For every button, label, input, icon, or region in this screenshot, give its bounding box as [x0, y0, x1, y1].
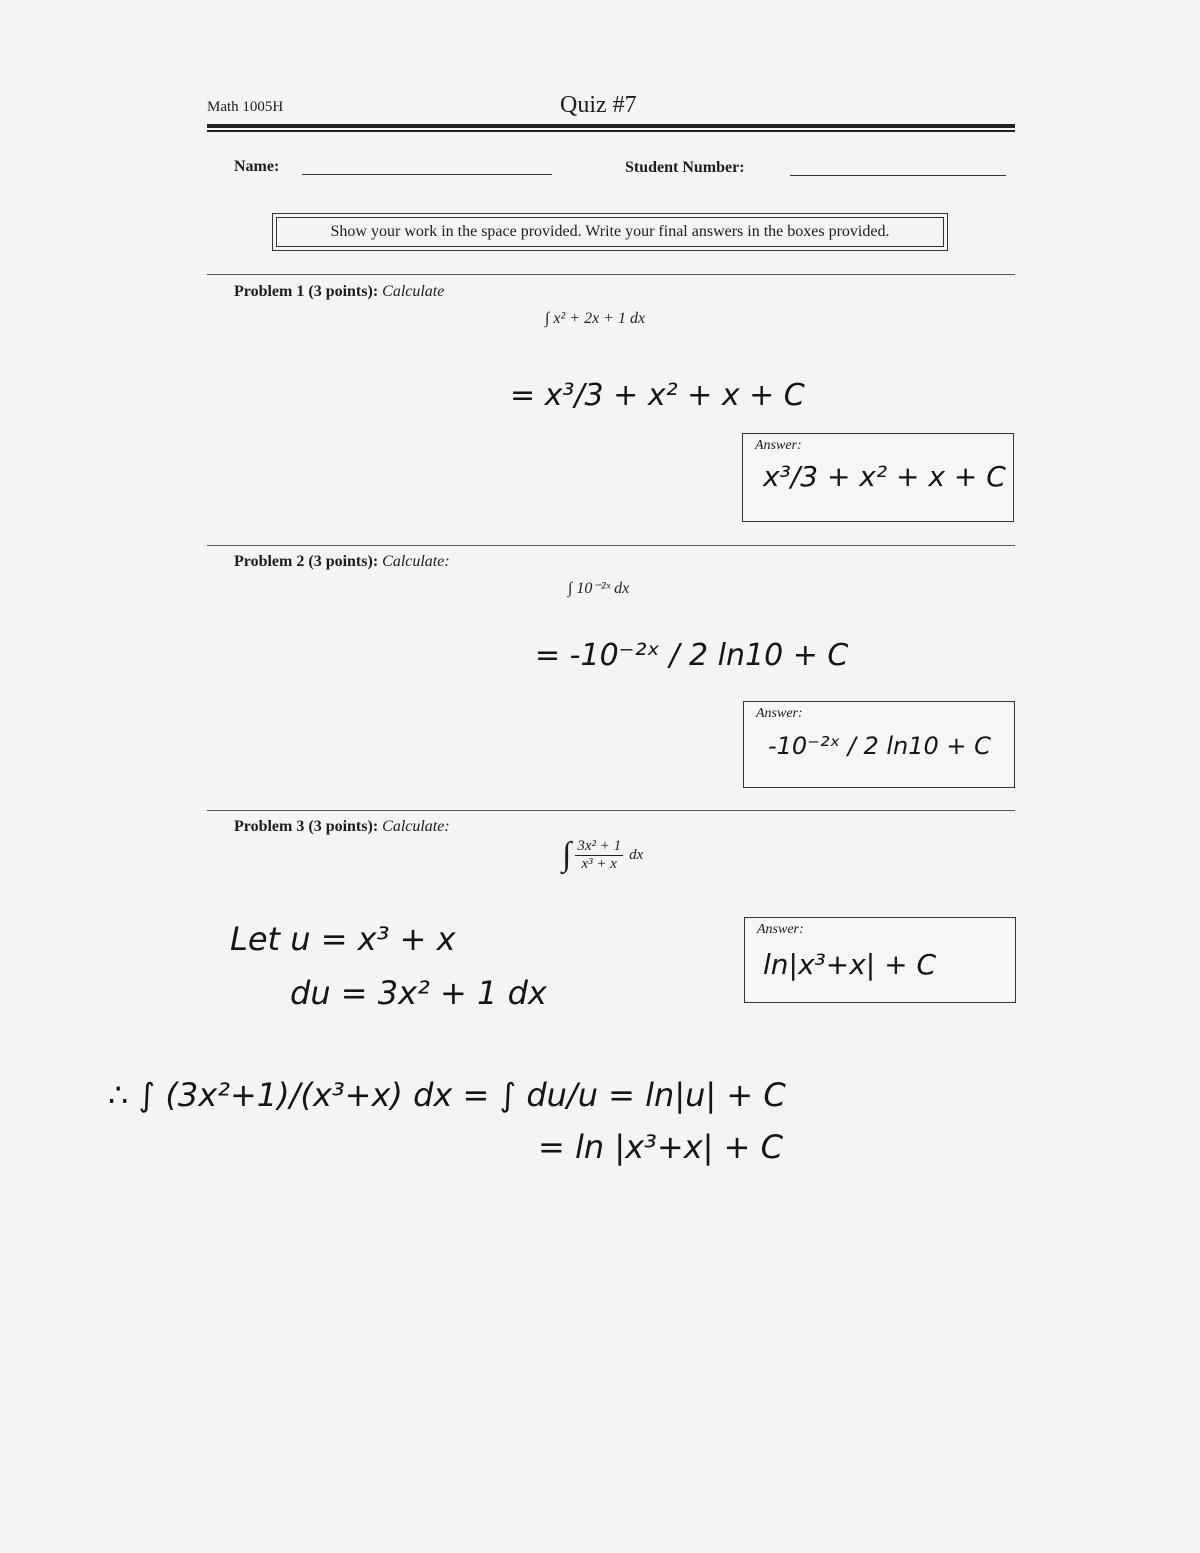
problem-3-fraction [575, 838, 623, 873]
course-code: Math 1005H [207, 99, 284, 115]
problem-3-prompt: Calculate: [382, 818, 450, 835]
divider-3 [207, 810, 1015, 811]
problem-2-answer-box[interactable] [743, 701, 1015, 788]
problem-3-title [234, 818, 450, 836]
problem-2-answer: -10⁻²ˣ / 2 ln10 + C [768, 732, 991, 760]
problem-1-work: = x³/3 + x² + x + C [510, 378, 805, 413]
integral-sign: ∫ [562, 836, 572, 873]
problem-1-heading: Problem 1 (3 points): [234, 283, 379, 300]
header-rule-thin [207, 130, 1015, 132]
problem-3-work-line-1: Let u = x³ + x [230, 920, 456, 958]
problem-1-answer: x³/3 + x² + x + C [763, 460, 1006, 493]
problem-3-work-line-2: du = 3x² + 1 dx [290, 974, 547, 1012]
problem-1-prompt: Calculate [382, 283, 445, 300]
problem-3-dx: dx [629, 846, 644, 863]
student-number-label: Student Number: [625, 159, 745, 176]
problem-3-answer: ln|x³+x| + C [763, 948, 937, 981]
header-rule-thick [207, 124, 1015, 128]
problem-3-answer-box[interactable] [744, 917, 1016, 1003]
problem-1-title [234, 283, 444, 301]
divider-1 [207, 274, 1015, 275]
problem-2-work: = -10⁻²ˣ / 2 ln10 + C [535, 638, 849, 673]
problem-3-work-line-4: = ln |x³+x| + C [538, 1128, 783, 1166]
problem-3-work-line-3: ∴ ∫ (3x²+1)/(x³+x) dx = ∫ du/u = ln|u| + C [108, 1076, 786, 1114]
student-number-field[interactable] [790, 175, 1006, 176]
name-label: Name: [234, 158, 280, 175]
problem-3-answer-label: Answer: [757, 922, 804, 937]
instructions-box [272, 213, 948, 251]
problem-3-denominator: x³ + x [581, 855, 617, 872]
problem-1-integral: ∫ x² + 2x + 1 dx [545, 310, 646, 327]
problem-1-answer-box[interactable] [742, 433, 1014, 522]
quiz-title: Quiz #7 [560, 92, 637, 118]
instructions-text: Show your work in the space provided. Write your final answers in the boxes provided. [276, 217, 944, 247]
problem-2-integral: ∫ 10⁻²ˣ dx [568, 580, 630, 597]
problem-3-integral [562, 836, 643, 874]
divider-2 [207, 545, 1015, 546]
problem-3-numerator: 3x² + 1 [577, 837, 622, 854]
name-field[interactable] [302, 174, 552, 175]
problem-2-title [234, 553, 450, 571]
problem-2-heading: Problem 2 (3 points): [234, 553, 379, 570]
problem-2-prompt: Calculate: [382, 553, 450, 570]
problem-3-heading: Problem 3 (3 points): [234, 818, 379, 835]
problem-1-answer-label: Answer: [755, 438, 802, 453]
problem-2-answer-label: Answer: [756, 706, 803, 721]
